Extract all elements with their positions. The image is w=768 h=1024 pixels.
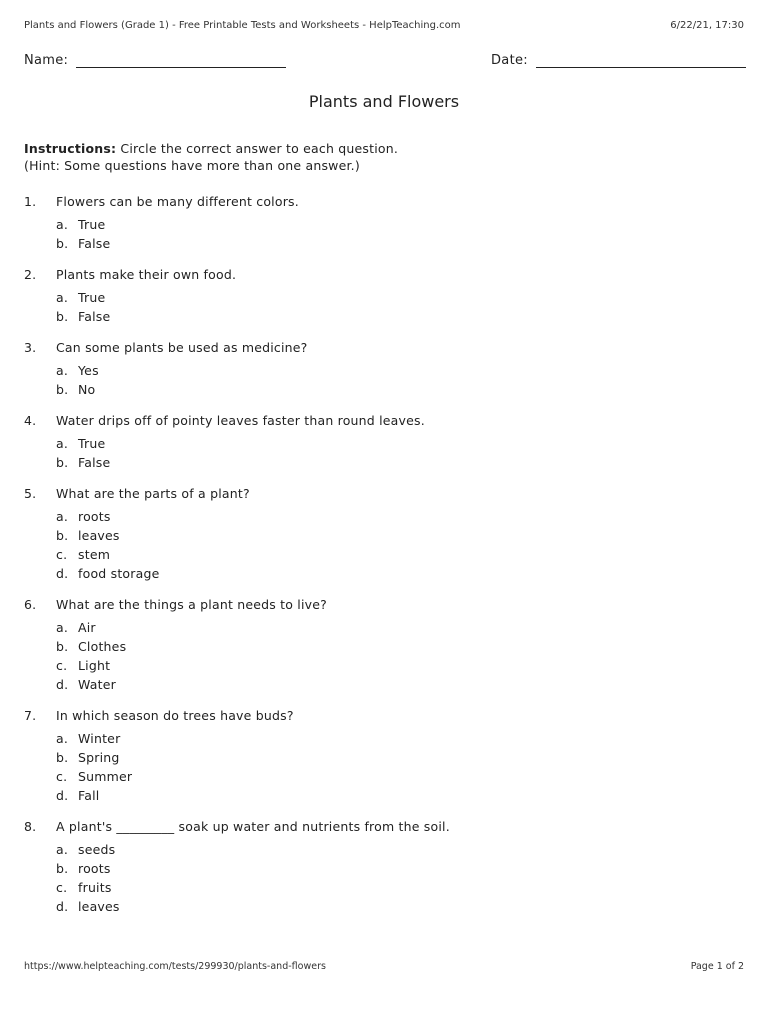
answer-option: [24, 767, 744, 786]
question-number: 7.: [24, 708, 37, 723]
question-3: [24, 339, 744, 399]
answer-option: [24, 748, 744, 767]
answer-option: [24, 507, 744, 526]
print-timestamp: 6/22/21, 17:30: [670, 20, 744, 31]
answer-option: [24, 618, 744, 637]
option-text: Fall: [78, 788, 100, 803]
option-letter: a.: [56, 217, 69, 232]
question-5: [24, 485, 744, 583]
option-text: stem: [78, 547, 111, 562]
option-letter: c.: [56, 769, 68, 784]
question-text: Plants make their own food.: [56, 267, 237, 282]
question-row: [24, 266, 744, 283]
answer-option: [24, 878, 744, 897]
option-letter: a.: [56, 731, 69, 746]
question-text: Can some plants be used as medicine?: [56, 340, 308, 355]
option-text: roots: [78, 509, 111, 524]
option-text: food storage: [78, 566, 160, 581]
question-text: Water drips off of pointy leaves faster than round leaves.: [56, 413, 425, 428]
option-letter: c.: [56, 547, 68, 562]
question-text: What are the parts of a plant?: [56, 486, 250, 501]
option-letter: b.: [56, 639, 69, 654]
instructions-text: Circle the correct answer to each question.: [116, 141, 399, 156]
question-6: [24, 596, 744, 694]
name-label: Name:: [24, 53, 69, 68]
option-letter: b.: [56, 750, 69, 765]
question-8: [24, 818, 744, 916]
question-row: [24, 707, 744, 724]
option-text: Air: [78, 620, 96, 635]
question-row: [24, 412, 744, 429]
option-letter: a.: [56, 842, 69, 857]
worksheet-title: Plants and Flowers: [308, 92, 460, 111]
option-text: False: [78, 236, 111, 251]
option-text: False: [78, 309, 111, 324]
option-letter: d.: [56, 899, 69, 914]
instructions: [24, 140, 398, 174]
option-text: Clothes: [78, 639, 127, 654]
answer-option: [24, 840, 744, 859]
option-text: leaves: [78, 899, 120, 914]
instructions-hint: (Hint: Some questions have more than one answer.): [24, 158, 360, 173]
footer-page-number: Page 1 of 2: [690, 961, 744, 972]
option-text: Winter: [78, 731, 121, 746]
question-2: [24, 266, 744, 326]
question-number: 2.: [24, 267, 37, 282]
question-number: 8.: [24, 819, 37, 834]
question-row: [24, 818, 744, 835]
option-letter: d.: [56, 788, 69, 803]
option-letter: a.: [56, 436, 69, 451]
answer-option: [24, 564, 744, 583]
footer-url: https://www.helpteaching.com/tests/299930/plants-and-flowers: [24, 961, 326, 972]
question-text: In which season do trees have buds?: [56, 708, 294, 723]
question-number: 1.: [24, 194, 37, 209]
browser-print-title: Plants and Flowers (Grade 1) - Free Printable Tests and Worksheets - HelpTeaching.com: [24, 20, 461, 31]
option-text: Light: [78, 658, 111, 673]
answer-option: [24, 380, 744, 399]
question-number: 3.: [24, 340, 37, 355]
answer-option: [24, 215, 744, 234]
answer-option: [24, 453, 744, 472]
answer-option: [24, 434, 744, 453]
answer-option: [24, 675, 744, 694]
option-letter: b.: [56, 528, 69, 543]
question-number: 5.: [24, 486, 37, 501]
option-text: fruits: [78, 880, 112, 895]
answer-option: [24, 526, 744, 545]
name-blank-line: [76, 54, 286, 68]
option-letter: d.: [56, 677, 69, 692]
option-text: Summer: [78, 769, 133, 784]
question-row: [24, 339, 744, 356]
option-letter: b.: [56, 236, 69, 251]
question-text: What are the things a plant needs to live?: [56, 597, 327, 612]
answer-option: [24, 637, 744, 656]
option-text: Water: [78, 677, 116, 692]
question-4: [24, 412, 744, 472]
option-letter: b.: [56, 861, 69, 876]
option-letter: a.: [56, 363, 69, 378]
option-letter: a.: [56, 509, 69, 524]
option-letter: a.: [56, 290, 69, 305]
question-row: [24, 193, 744, 210]
option-letter: c.: [56, 658, 68, 673]
name-field: [24, 53, 286, 68]
date-field: [491, 53, 746, 68]
option-text: True: [78, 217, 106, 232]
question-list: [24, 193, 744, 929]
option-text: Yes: [78, 363, 99, 378]
answer-option: [24, 656, 744, 675]
option-text: No: [78, 382, 96, 397]
question-text: Flowers can be many different colors.: [56, 194, 299, 209]
answer-option: [24, 786, 744, 805]
answer-option: [24, 897, 744, 916]
answer-option: [24, 859, 744, 878]
instructions-label: Instructions:: [24, 141, 117, 156]
date-blank-line: [536, 54, 746, 68]
answer-option: [24, 234, 744, 253]
question-row: [24, 596, 744, 613]
option-letter: b.: [56, 455, 69, 470]
answer-option: [24, 288, 744, 307]
option-text: roots: [78, 861, 111, 876]
question-number: 4.: [24, 413, 37, 428]
question-row: [24, 485, 744, 502]
option-text: True: [78, 436, 106, 451]
answer-option: [24, 307, 744, 326]
option-text: True: [78, 290, 106, 305]
question-1: [24, 193, 744, 253]
option-letter: c.: [56, 880, 68, 895]
option-letter: b.: [56, 382, 69, 397]
option-text: Spring: [78, 750, 120, 765]
question-7: [24, 707, 744, 805]
date-label: Date:: [491, 53, 528, 68]
option-letter: d.: [56, 566, 69, 581]
question-text: A plant's _________ soak up water and nutrients from the soil.: [56, 819, 450, 834]
answer-option: [24, 729, 744, 748]
option-letter: b.: [56, 309, 69, 324]
option-letter: a.: [56, 620, 69, 635]
answer-option: [24, 361, 744, 380]
option-text: seeds: [78, 842, 116, 857]
question-number: 6.: [24, 597, 37, 612]
answer-option: [24, 545, 744, 564]
option-text: False: [78, 455, 111, 470]
option-text: leaves: [78, 528, 120, 543]
